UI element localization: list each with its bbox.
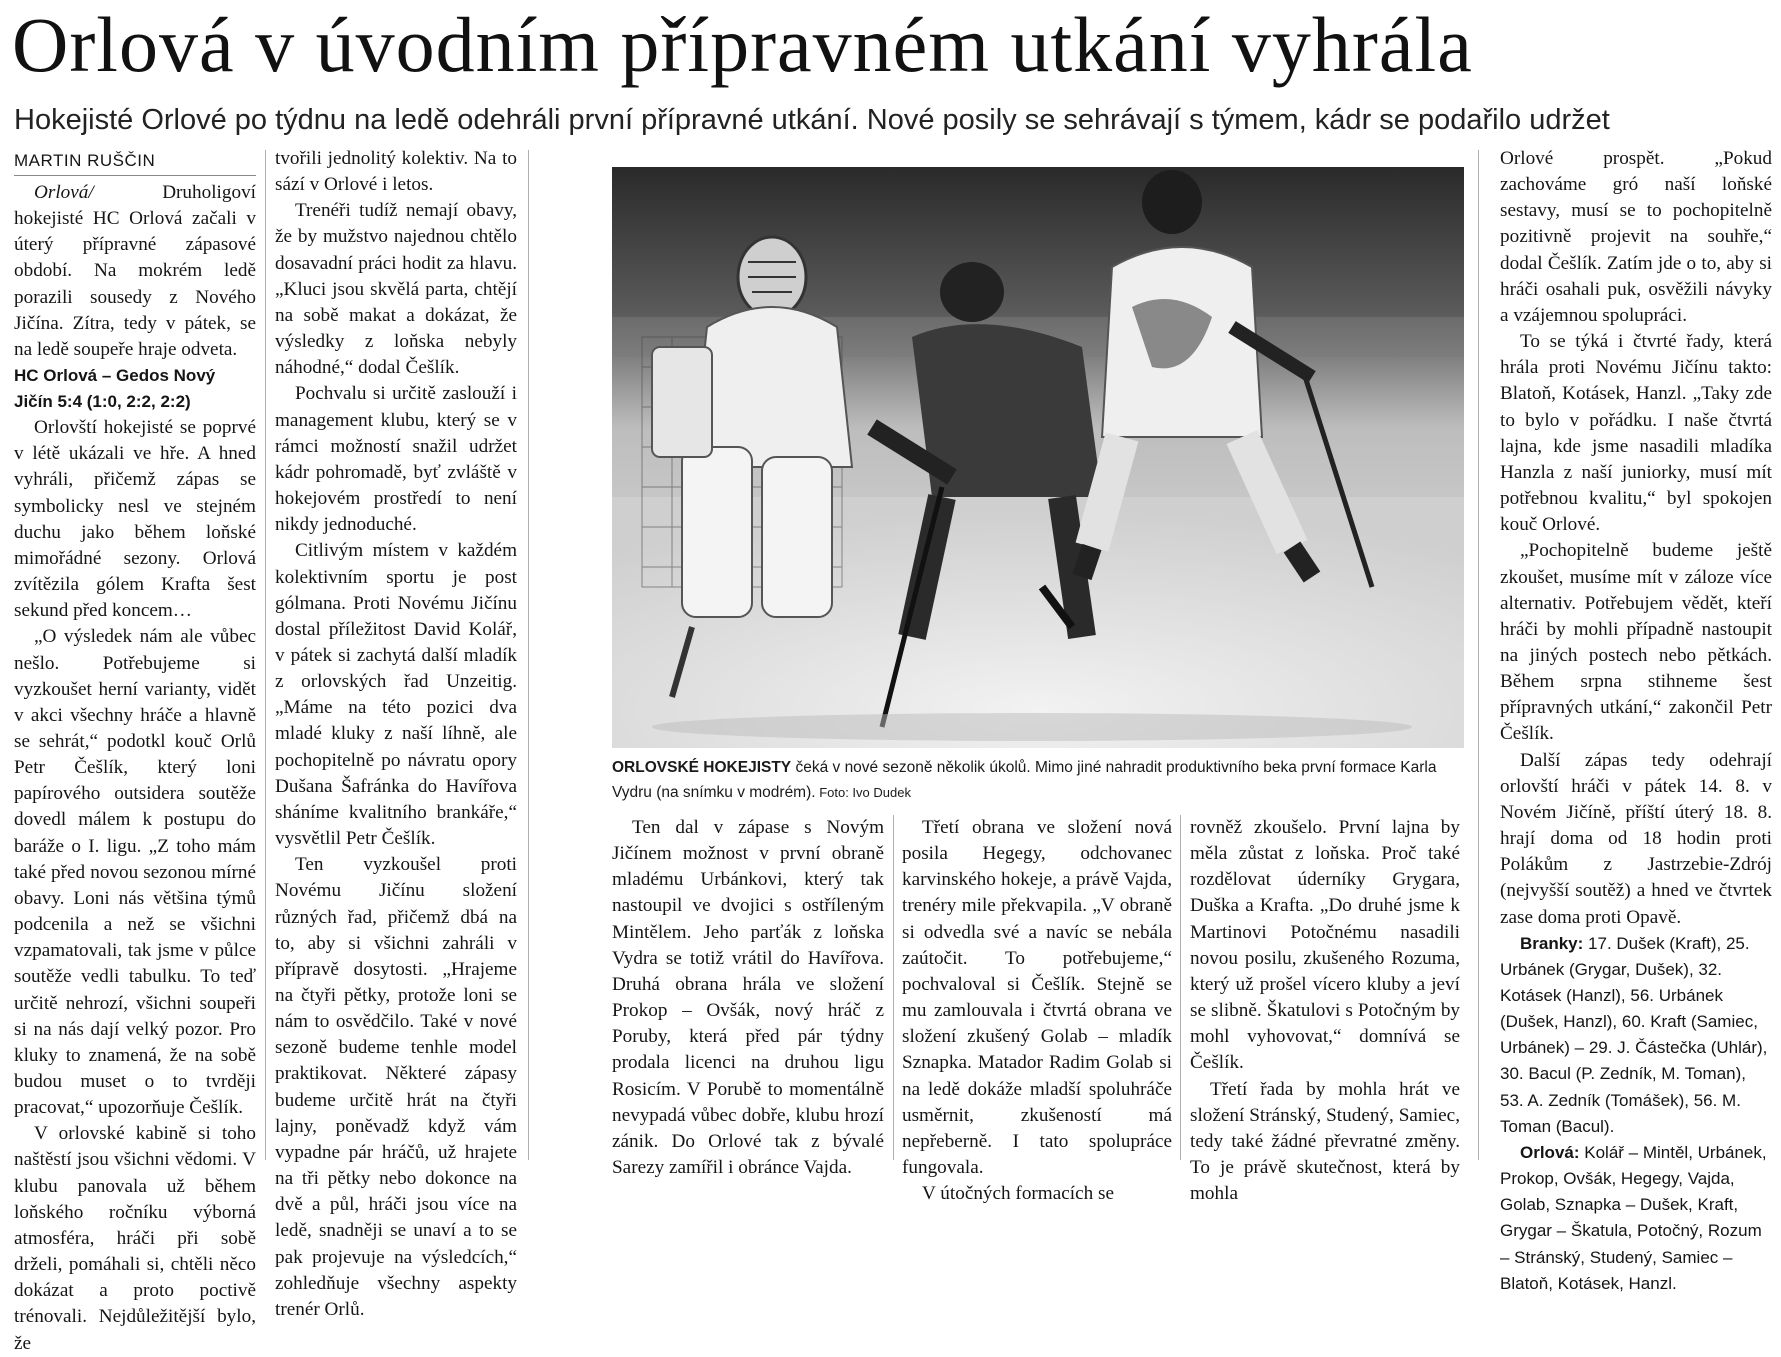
paragraph: Třetí řada by mohla hrát ve složení Stránský, Studený, Samiec, tedy také žádné převratné změny. To je právě skutečnost, která by mohla <box>1190 1078 1460 1205</box>
score-line: HC Orlová – Gedos Nový Jičín 5:4 (1:0, 2:2, 2:2) <box>14 366 216 412</box>
article-column-6 <box>1500 146 1772 1293</box>
hockey-photo <box>612 167 1464 748</box>
paragraph: Další zápas tedy odehrají orlovští hráči v pátek 14. 8. v Novém Jičíně, příští úterý 18. 8. hrají doma od 18 hodin proti Polákům z Jastrzebie-Zdrój (nejvyšší soutěž) a hned ve čtvrtek zase doma proti Opavě. <box>1500 749 1772 928</box>
paragraph-text: Druholigoví hokejisté HC Orlová začali v úterý přípravné zápasové období. Na mokrém ledě porazili sousedy z Nového Jičína. Zítra, tedy v pátek, se na ledě soupeře hraje odveta. <box>14 182 256 360</box>
article-column-5 <box>1190 815 1460 1205</box>
column-divider <box>893 815 894 1160</box>
column-divider <box>1180 815 1181 1160</box>
article-column-3 <box>612 815 884 1179</box>
column-divider <box>528 150 529 1160</box>
hockey-photo-image <box>612 167 1464 748</box>
goals-text: 17. Dušek (Kraft), 25. Urbánek (Grygar, Dušek), 32. Kotásek (Hanzl), 56. Urbánek (Dušek, Hanzl), 60. Kraft (Samiec, Urbánek) – 29. J. Částečka (Uhlár), 30. Bacul (P. Zedník, M. Toman), 53. A. Zedník (Tomášek), 56. M. Toman (Bacul). <box>1500 933 1768 1136</box>
caption-credit: Foto: Ivo Dudek <box>815 785 911 800</box>
column-divider <box>265 150 266 1160</box>
caption-body: čeká v nové sezoně několik úkolů. Mimo jiné nahradit produktivního beka první formace Karla Vydru (na snímku v modrém). <box>612 759 1437 801</box>
article-column-1 <box>14 148 256 1354</box>
paragraph <box>14 180 256 363</box>
paragraph: tvořili jednolitý kolektiv. Na to sází v Orlové i letos. <box>275 148 517 196</box>
headline: Orlová v úvodním přípravném utkání vyhrála <box>12 1 1473 88</box>
paragraph: Trenéři tudíž nemají obavy, že by mužstvo najednou chtělo dosavadní práci hodit za hlavu. „Kluci jsou skvělá parta, chtějí na sobě makat a dokázat, že výsledky z loňska nebyly náhodné,“ dodal Češlík. <box>275 200 517 379</box>
photo-caption <box>612 755 1464 807</box>
lineup-label: Orlová: <box>1520 1142 1580 1162</box>
column-divider <box>1478 150 1479 1160</box>
paragraph: To se týká i čtvrté řady, která hrála proti Novému Jičínu takto: Blatoň, Kotásek, Hanzl. „Taky zde to bylo v pořádku. I naše čtvrtá lajna, kde jsme nasadili mladíka Hanzla z naší juniorky, musí mít potřebnou kvalitu,“ byl spokojen kouč Orlové. <box>1500 331 1772 536</box>
paragraph: Pochvalu si určitě zaslouží i management klubu, který se v rámci možností snažil udržet kádr pohromadě, byť zvláště v hokejovém prostředí to není nikdy jednoduché. <box>275 383 517 536</box>
paragraph: Ten dal v zápase s Novým Jičínem možnost v první obraně mladému Urbánkovi, který tak nastoupil ve dvojici s ostříleným Mintělem. Jeho parťák z loňska Vydra se totiž vrátil do Havířova. Druhá obrana hrála ve složení Prokop – Ovšák, nový hráč z Poruby, která před pár týdny prodala licenci na druhou ligu Rosicím. V Porubě to momentálně nevypadá vůbec dobře, klubu hrozí zánik. Do Orlové tak z bývalé Sarezy zamířil i obránce Vajda. <box>612 817 884 1179</box>
paragraph: V útočných formacích se <box>922 1183 1114 1205</box>
paragraph: Ten vyzkoušel proti Novému Jičínu složení různých řad, přičemž dbá na to, aby si všichni zahráli v přípravě dosytosti. „Hrajeme na čtyři pětky, protože loni se nám to osvědčilo. Také v nové sezoně budeme tenhle model praktikovat. Některé zápasy budeme určitě hrát na čtyři lajny, poněvadž když vám vypadne pár hráčů, už hrajete na tři pětky nebo dokonce na dvě a půl, hráči jsou více na ledě, snadněji se unaví a to se pak projevuje na výsledcích,“ zohledňuje všechny aspekty trenér Orlů. <box>275 854 517 1320</box>
subheadline: Hokejisté Orlové po týdnu na ledě odehráli první přípravné utkání. Nové posily se sehrávají s týmem, kádr se podařilo udržet <box>14 104 1610 136</box>
paragraph: Citlivým místem v každém kolektivním sportu je post gólmana. Proti Novému Jičínu dostal příležitost David Kolář, v pátek si zachytá další mladík z orlovských řad Unzeitig. „Máme na této pozici dva mladé kluky z naší líhně, ale pochopitelně po návratu opory Dušana Šafránka do Havířova sháníme kvalitního brankáře,“ vysvětlil Petr Češlík. <box>275 540 517 850</box>
goals-label: Branky: <box>1520 933 1584 953</box>
paragraph: V orlovské kabině si toho naštěstí jsou všichni vědomi. V klubu panovala už během loňského ročníku výborná atmosféra, hráči při sobě drželi, pomáhali si, chtěli něco dokázat a proto poctivě trénovali. Nejdůležitější bylo, že <box>14 1123 256 1354</box>
paragraph: „O výsledek nám ale vůbec nešlo. Potřebujeme si vyzkoušet herní varianty, vidět v akci všechny hráče a hlavně se sehrát,“ podotkl kouč Orlů Petr Češlík, který loni papírového outsidera soutěže dovedl málem k postupu do baráže o I. ligu. „Z toho mám také před novou sezonou mírné obavy. Loni nás většina týmů podcenila a než se všichni vzpamatovali, tak jsme v půlce soutěže vedli tabulku. To teď určitě nehrozí, všichni soupeři si na nás dají velký pozor. Pro kluky to znamená, že na sobě budou muset o to tvrději pracovat,“ upozorňuje Češlík. <box>14 626 256 1119</box>
lineup-list <box>1500 1140 1772 1297</box>
paragraph: Orlovští hokejisté se poprvé v létě ukázali ve hře. A hned vyhráli, přičemž zápas se symbolicky nesl ve stejném duchu jako během loňské mimořádné sezony. Orlová zvítězila gólem Krafta šest sekund před koncem… <box>14 417 256 622</box>
lineup-text: Kolář – Mintěl, Urbánek, Prokop, Ovšák, Hegegy, Vajda, Golab, Sznapka – Dušek, Kraft, Grygar – Škatula, Potočný, Rozum – Stránský, Studený, Samiec – Blatoň, Kotásek, Hanzl. <box>1500 1142 1767 1293</box>
paragraph: Třetí obrana ve složení nová posila Hegegy, odchovanec karvinského hokeje, a právě Vajda, trenéry mile překvapila. „V obraně si odvedla své a navíc se nebála zaútočit. To potřebujeme,“ pochvaloval si Češlík. Stejně se mu zamlouvala i čtvrtá obrana ve složení zkušený Golab – mladík Sznapka. Matador Radim Golab si na ledě dokáže mladší spoluhráče usměrnit, zkušeností má nepřeberně. I tato spolupráce fungovala. <box>902 817 1172 1179</box>
paragraph: rovněž zkoušelo. První lajna by měla zůstat z loňska. Proč také rozdělovat úderníky Grygara, Duška a Krafta. „Do druhé jsme k Martinovi Potočnému nasadili novou posilu, zkušeného Rozuma, který už prošel vícero kluby a jeví se slibně. Škatulovi s Potočným by mohl vyhovovat,“ domnívá se Češlík. <box>1190 817 1460 1074</box>
goals-list <box>1500 931 1772 1140</box>
byline: MARTIN RUŠČIN <box>14 148 256 176</box>
dateline: Orlová/ <box>34 182 94 203</box>
caption-lead: ORLOVSKÉ HOKEJISTY <box>612 759 792 776</box>
article-column-2 <box>275 146 517 1320</box>
paragraph: Orlové prospět. „Pokud zachováme gró naší loňské sestavy, musí se to pochopitelně pozitivně projevit na souhře,“ dodal Češlík. Zatím jde o to, aby si hráči osahali puk, osvěžili návyky a vzájemnou spolupráci. <box>1500 148 1772 326</box>
article-column-4 <box>902 815 1172 1205</box>
paragraph: „Pochopitelně budeme ještě zkoušet, musíme mít v záloze více alternativ. Potřebujem vědět, kteří hráči by mohli případně nastoupit na jiných postech nebo pětkách. Během srpna stihneme šest přípravných utkání,“ zakončil Petr Češlík. <box>1500 540 1772 745</box>
